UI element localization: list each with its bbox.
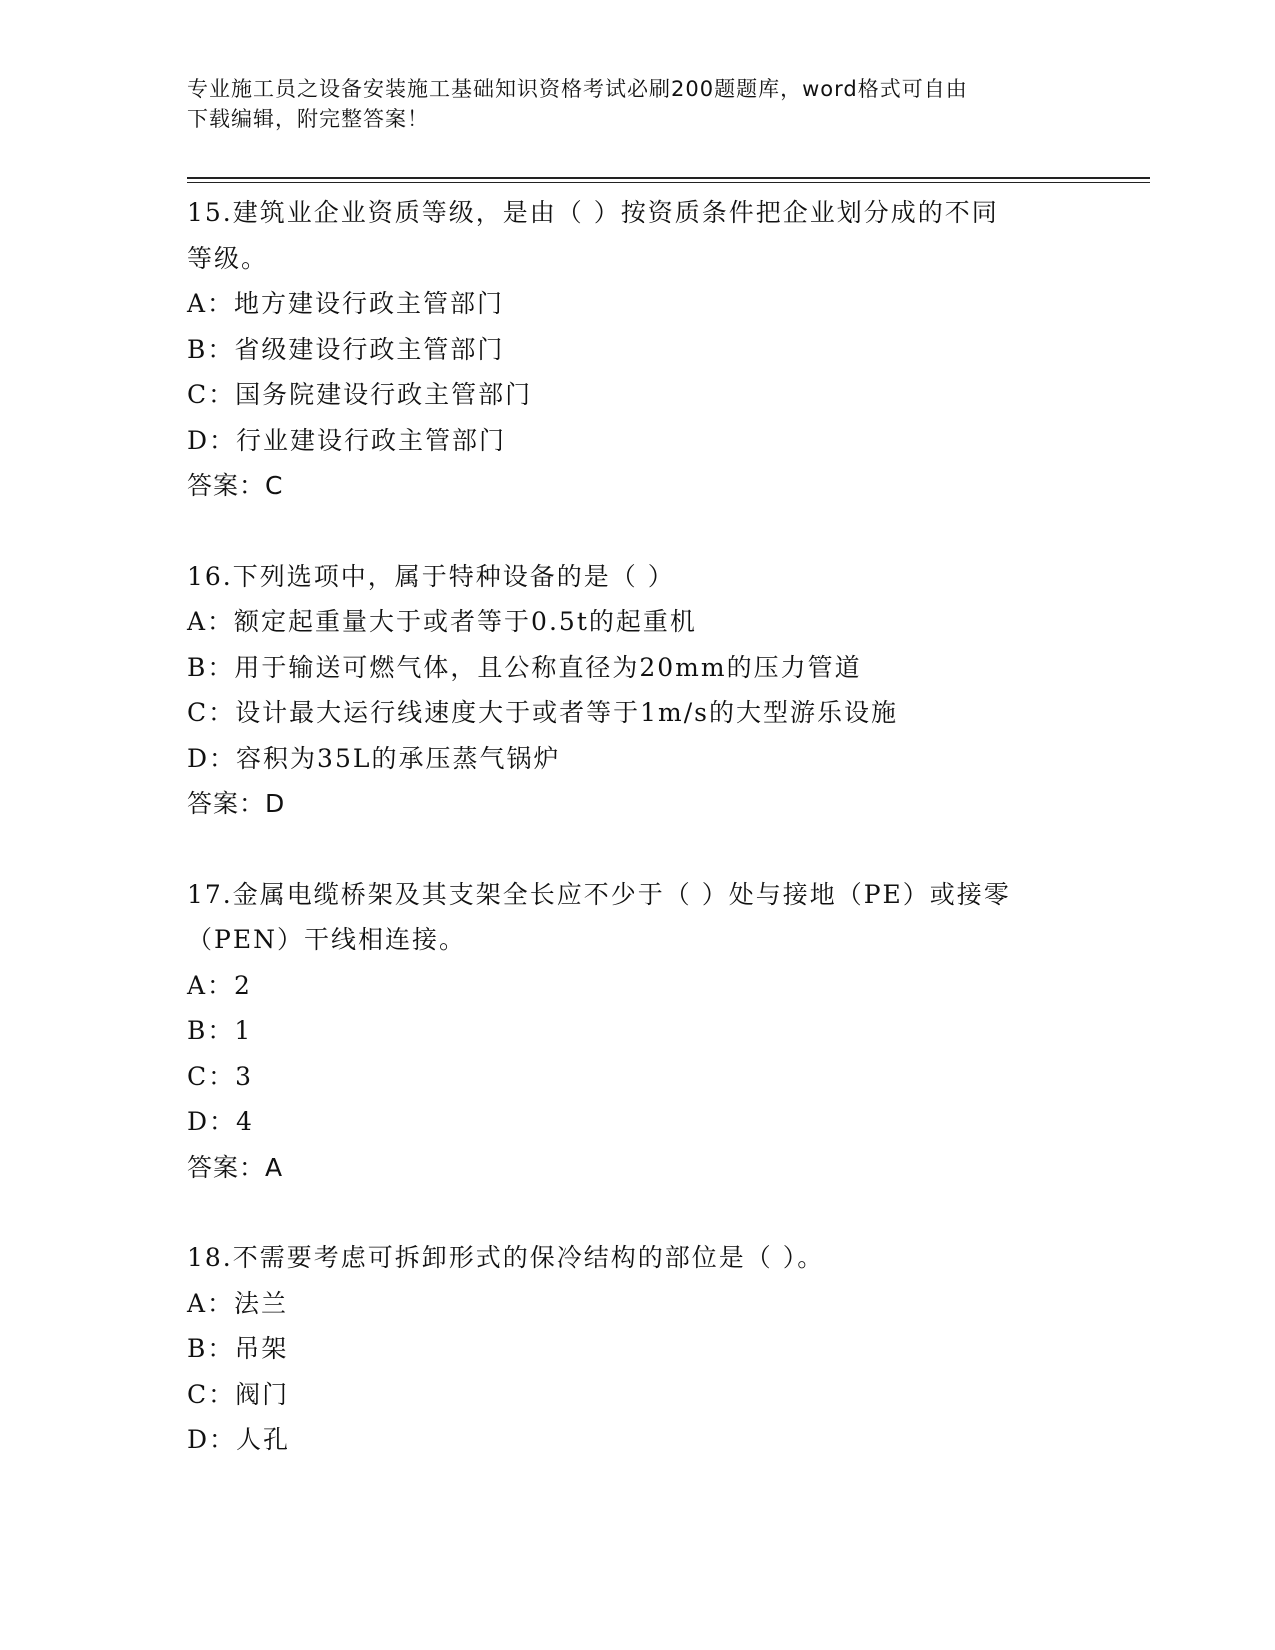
header-divider [187, 177, 1150, 179]
question-15 [187, 190, 1087, 509]
question-stem: 15.建筑业企业资质等级，是由（ ）按资质条件把企业划分成的不同 [187, 198, 999, 227]
option-d: D：4 [187, 1107, 254, 1136]
question-spacer [187, 827, 1087, 872]
answer-line: 答案：D [187, 789, 286, 818]
question-stem: 16.下列选项中，属于特种设备的是（ ） [187, 561, 675, 591]
option-b: B：1 [187, 1016, 253, 1045]
option-d: D：人孔 [187, 1425, 291, 1454]
question-list [187, 190, 1087, 1463]
answer-line: 答案：C [187, 471, 284, 500]
header-title-line-1: 专业施工员之设备安装施工基础知识资格考试必刷200题题库，word格式可自由 [187, 77, 968, 101]
option-b: B：吊架 [187, 1334, 289, 1363]
option-c: C：国务院建设行政主管部门 [187, 380, 533, 409]
option-c: C：设计最大运行线速度大于或者等于1m/s的大型游乐设施 [187, 698, 898, 727]
question-stem: 18.不需要考虑可拆卸形式的保冷结构的部位是（ ）。 [187, 1243, 825, 1272]
question-16 [187, 554, 1087, 827]
option-a: A：额定起重量大于或者等于0.5t的起重机 [187, 607, 697, 636]
option-b: B：用于输送可燃气体，且公称直径为20mm的压力管道 [187, 652, 862, 682]
answer-line: 答案：A [187, 1152, 284, 1182]
option-c: C：阀门 [187, 1379, 290, 1409]
option-b: B：省级建设行政主管部门 [187, 334, 505, 364]
question-spacer [187, 509, 1087, 554]
option-a: A：2 [187, 970, 252, 1000]
question-stem: （PEN）干线相连接。 [187, 925, 466, 954]
option-a: A：地方建设行政主管部门 [187, 289, 505, 318]
question-stem: 等级。 [187, 243, 269, 273]
question-18 [187, 1235, 1087, 1463]
question-17 [187, 872, 1087, 1191]
option-c: C：3 [187, 1061, 254, 1091]
question-spacer [187, 1190, 1087, 1235]
option-d: D：容积为35L的承压蒸气锅炉 [187, 743, 561, 773]
option-a: A：法兰 [187, 1288, 289, 1318]
header-title-line-2: 下载编辑，附完整答案！ [187, 107, 429, 131]
header-divider-thin [187, 182, 1150, 183]
document-header [187, 74, 1067, 134]
option-d: D：行业建设行政主管部门 [187, 425, 507, 455]
question-stem: 17.金属电缆桥架及其支架全长应不少于（ ）处与接地（PE）或接零 [187, 879, 1011, 909]
